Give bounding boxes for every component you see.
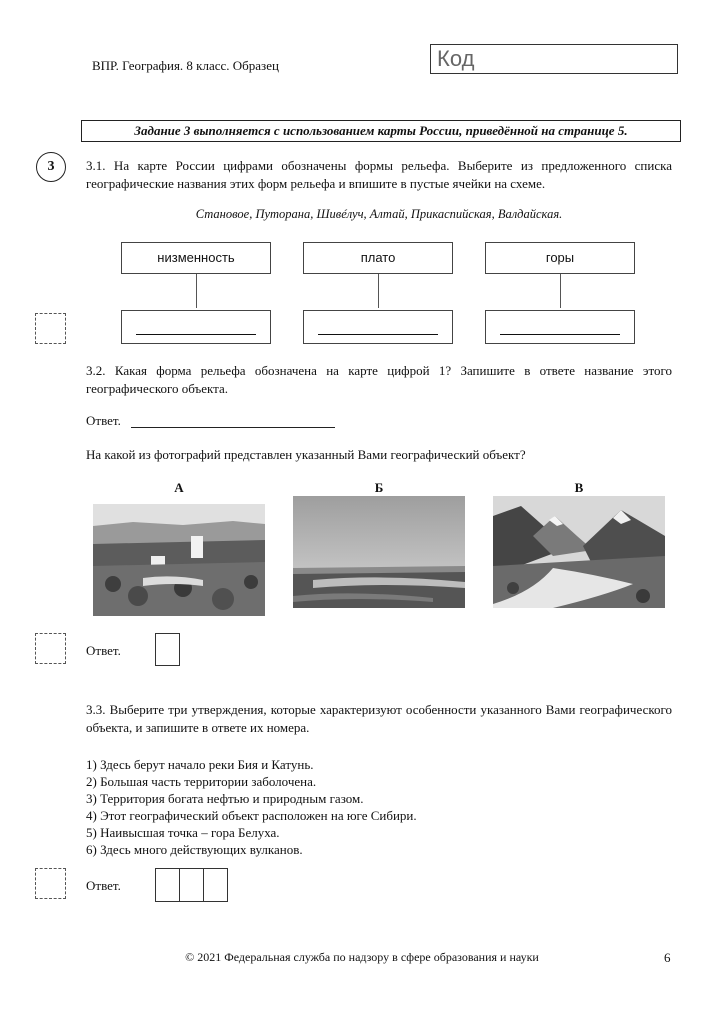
answer-label: Ответ. (86, 643, 121, 658)
photo-b-lowland (293, 496, 465, 608)
photo-question-text: На какой из фотографий представлен указанный Вами географический объект? (86, 447, 526, 462)
page-number: 6 (664, 950, 671, 965)
code-field[interactable]: Код (430, 44, 678, 74)
relief-names-list: Становое, Путорана, Шивéлуч, Алтай, Прикаспийская, Валдайская. (195, 207, 563, 221)
answer-label: Ответ. (86, 413, 121, 428)
task-banner: Задание 3 выполняется с использованием карты России, приведённой на странице 5. (81, 120, 681, 142)
list-item: 6) Здесь много действующих вулканов. (86, 842, 303, 857)
document-title: ВПР. География. 8 класс. Образец (92, 58, 279, 73)
connector-line (196, 274, 197, 308)
photo-label-v: В (574, 480, 584, 495)
list-item: 1) Здесь берут начало реки Бия и Катунь. (86, 757, 314, 772)
list-item: 2) Большая часть территории заболочена. (86, 774, 317, 789)
category-box-mountains: горы (485, 242, 635, 274)
answer-cell-lowland[interactable] (121, 310, 271, 344)
answer-label: Ответ. (86, 878, 121, 893)
question-3-3-text: 3.3. Выберите три утверждения, которые характеризуют особенности указанного Вами географического объекта, и запишите в ответе их номера. (86, 702, 672, 735)
answer-cell-1[interactable] (155, 868, 180, 902)
answer-cell-plateau[interactable] (303, 310, 453, 344)
photo-label-b: Б (374, 480, 384, 495)
question-3-2-text: 3.2. Какая форма рельефа обозначена на карте цифрой 1? Запишите в ответе название этого географического объекта. (86, 363, 672, 396)
category-box-plateau: плато (303, 242, 453, 274)
list-item: 5) Наивысшая точка – гора Белуха. (86, 825, 280, 840)
score-box-3-1[interactable] (35, 313, 66, 344)
copyright-footer: © 2021 Федеральная служба по надзору в сфере образования и науки (185, 950, 539, 964)
connector-line (378, 274, 379, 308)
connector-line (560, 274, 561, 308)
photo-label-a: А (174, 480, 184, 495)
category-box-lowland: низменность (121, 242, 271, 274)
score-box-3-3[interactable] (35, 868, 66, 899)
question-number-badge: 3 (36, 152, 66, 182)
statements-list (86, 756, 417, 858)
answer-cell-photo[interactable] (155, 633, 180, 666)
answer-cell-mountains[interactable] (485, 310, 635, 344)
list-item: 3) Территория богата нефтью и природным газом. (86, 791, 364, 806)
photo-v-mountains (493, 496, 665, 608)
answer-line-3-2[interactable] (131, 413, 335, 428)
score-box-3-2[interactable] (35, 633, 66, 664)
list-item: 4) Этот географический объект расположен на юге Сибири. (86, 808, 417, 823)
answer-cell-3[interactable] (203, 868, 228, 902)
answer-cell-2[interactable] (179, 868, 204, 902)
question-3-1-text: 3.1. На карте России цифрами обозначены формы рельефа. Выберите из предложенного списка географические названия этих форм рельефа и впишите в пустые ячейки на схеме. (86, 158, 672, 191)
photo-a-waterfall (93, 504, 265, 616)
